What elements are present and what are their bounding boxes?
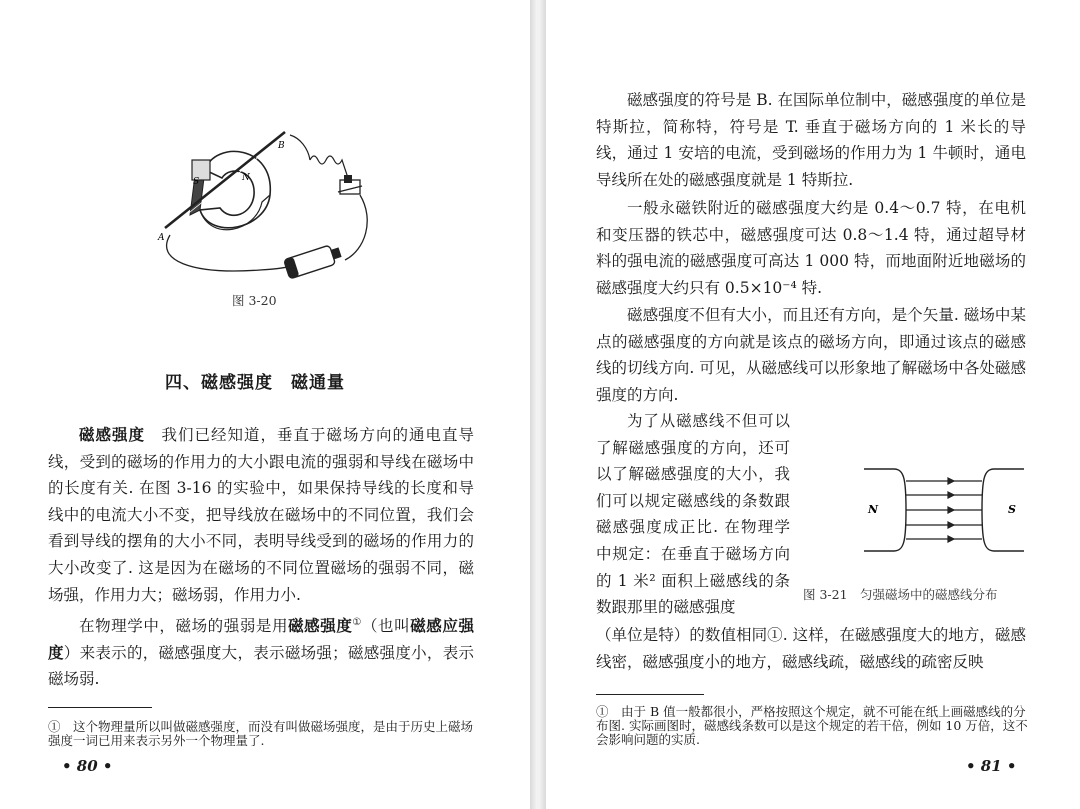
- paragraph-r4: 为了从磁感线不但可以了解磁感强度的方向，还可以了解磁感强度的大小，我们可以规定磁感线的条数跟磁感强度成正比. 在物理学中规定：在垂直于磁场方向的 1 米² 面积上磁感线的条数跟那里的磁感强度: [596, 412, 790, 617]
- figure-caption-3-21: 图 3-21 匀强磁场中的磁感线分布: [803, 587, 998, 602]
- right-page: [546, 0, 1080, 809]
- paragraph-2: 在物理学中，磁场的强弱是用磁感强度①（也叫磁感应强度）来表示的，磁感强度大，表示磁场强；磁感强度小，表示磁场弱.: [48, 616, 474, 689]
- pole-s-label: S: [1008, 503, 1016, 516]
- paragraph-r2: 一般永磁铁附近的磁感强度大约是 0.4～0.7 特，在电机和变压器的铁芯中，磁感强度可达 0.8～1.4 特，通过超导材料的强电流的磁感强度可高达 1 000 特，而地面附近地磁场的磁感强度大约只有 0.5×10⁻⁴ 特.: [596, 199, 1026, 297]
- figure-caption-3-20: 图 3-20: [232, 293, 277, 308]
- left-page: [0, 0, 530, 809]
- label-a: A: [158, 233, 165, 243]
- label-s: S: [193, 177, 200, 187]
- book-gutter: [530, 0, 546, 809]
- section-heading: 四、磁感强度 磁通量: [165, 373, 345, 393]
- footnote-rule: [48, 707, 152, 708]
- footnote: ① 这个物理量所以叫做磁感强度，而没有叫做磁场强度，是由于历史上磁场强度一词已用来表示另外一个物理量了.: [48, 719, 474, 748]
- footnote-right: ① 由于 B 值一般都很小，严格按照这个规定，就不可能在纸上画磁感线的分布图. 实际画图时，磁感线条数可以是这个规定的若干倍，例如 10 万倍，这不会影响问题的实质.: [596, 704, 1028, 747]
- page-number-right: • 81 •: [966, 757, 1017, 775]
- page-number: • 80 •: [62, 757, 113, 775]
- figure-3-20: [150, 120, 380, 290]
- paragraph-r3: 磁感强度不但有大小，而且还有方向，是个矢量. 磁场中某点的磁感强度的方向就是该点的磁场方向，即通过该点的磁感线的切线方向. 可见，从磁感线可以形象地了解磁场中各处磁感强度的方向.: [596, 306, 1026, 404]
- label-n: N: [242, 173, 250, 183]
- footnote-rule-right: [596, 694, 704, 695]
- figure-3-21: [864, 455, 1024, 565]
- term-magnetic-induction: 磁感强度: [79, 425, 145, 444]
- paragraph-r1: 磁感强度的符号是 B. 在国际单位制中，磁感强度的单位是特斯拉，简称特，符号是 T. 垂直于磁场方向的 1 米长的导线，通过 1 安培的电流，受到磁场的作用力为 1 牛顿时，通电导线所在处的磁感强度就是 1 特斯拉.: [596, 91, 1026, 189]
- pole-n-label: N: [868, 503, 879, 516]
- paragraph-1: 磁感强度 我们已经知道，垂直于磁场方向的通电直导线，受到的磁场的作用力的大小跟电流的强弱和导线在磁场中的长度有关. 在图 3-16 的实验中，如果保持导线的长度和导线中的电流大小不变，把导线放在磁场中的不同位置，我们会看到导线的摆角的大小不同，表明导线受到的磁场的作用力的大小改变了. 这是因为在磁场的不同位置磁场的强弱不同，磁场强，作用力大；磁场弱，作用力小.: [48, 425, 474, 604]
- paragraph-r4-continued: （单位是特）的数值相同①. 这样，在磁感强度大的地方，磁感线密，磁感强度小的地方，磁感线疏，磁感线的疏密反映: [596, 626, 1026, 671]
- label-b: B: [278, 141, 285, 151]
